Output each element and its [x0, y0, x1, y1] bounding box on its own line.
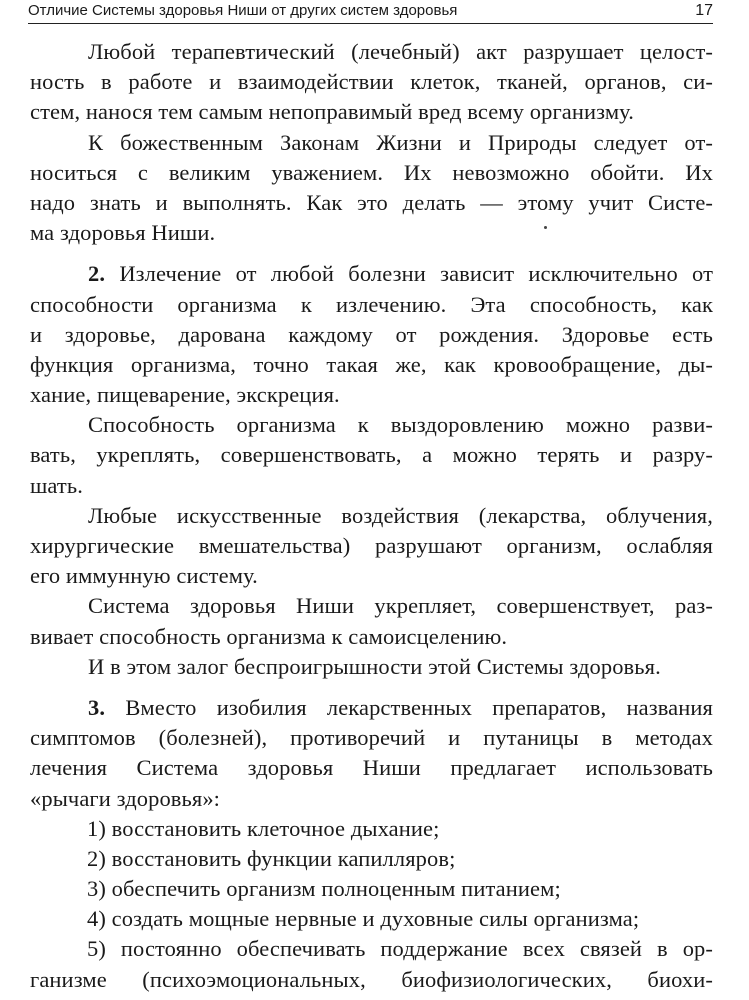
text-line: функция организма, точно такая же, как кровообращение, ды- [30, 351, 713, 377]
text-line: симптомов (болезней), противоречий и путаницы в методах [30, 725, 713, 751]
text-line: его иммунную систему. [30, 563, 258, 589]
page-body [30, 37, 713, 995]
text-line: Любой терапевтический (лечебный) акт разрушает целост- [88, 39, 713, 64]
text-line: «рычаги здоровья»: [30, 785, 221, 811]
chapter-title: Отличие Системы здоровья Ниши от других систем здоровья [28, 2, 458, 19]
list-item: 4) создать мощные нервные и духовные силы организма; [87, 906, 640, 932]
text-line: и здоровье, дарована каждому от рождения. Здоровье есть [30, 321, 713, 347]
list-item: 5) постоянно обеспечивать поддержание всех связей в ор- [87, 936, 713, 962]
section-text: Излечение от любой болезни зависит исключительно от [119, 261, 714, 287]
text-line: ность в работе и взаимодействии клеток, тканей, органов, си- [30, 69, 713, 95]
text-line: И в этом залог беспроигрышности этой Системы здоровья. [88, 653, 661, 679]
text-line: лечения Система здоровья Ниши предлагает использовать [30, 755, 713, 781]
text-line: надо знать и выполнять. Как это делать — этому учит Систе- [30, 189, 713, 215]
section-3-first-line [30, 693, 713, 723]
text-line: шать. [30, 472, 83, 498]
text-line: Система здоровья Ниши укрепляет, совершенствует, раз- [88, 593, 713, 619]
page-number: 17 [695, 2, 713, 19]
section-text: Вместо изобилия лекарственных препаратов, названия [125, 694, 713, 720]
section-number: 2. [88, 261, 106, 287]
text-line: Способность организма к выздоровлению можно разви- [88, 412, 713, 438]
text-line: хание, пищеварение, экскреция. [30, 382, 340, 408]
text-line: Любые искусственные воздействия (лекарства, облучения, [88, 502, 713, 528]
list-item: 3) обеспечить организм полноценным питанием; [87, 876, 561, 902]
running-header [28, 0, 713, 24]
list-item: 2) восстановить функции капилляров; [87, 845, 456, 871]
section-2-first-line [30, 259, 713, 289]
text-line: стем, нанося тем самым непоправимый вред всему организму. [30, 99, 634, 125]
text-line: вать, укреплять, совершенствовать, а можно терять и разру- [30, 442, 713, 468]
text-line: носиться с великим уважением. Их невозможно обойти. Их [30, 159, 713, 185]
section-number: 3. [88, 694, 106, 720]
text-line: К божественным Законам Жизни и Природы следует от- [88, 129, 713, 155]
list-item: 1) восстановить клеточное дыхание; [87, 815, 440, 841]
text-line: способности организма к излечению. Эта способность, как [30, 291, 713, 317]
text-line: вивает способность организма к самоисцелению. [30, 623, 508, 649]
text-line: ма здоровья Ниши. [30, 220, 216, 246]
text-line: ганизме (психоэмоциональных, биофизиологических, биохи- [30, 966, 713, 992]
text-line: хирургические вмешательства) разрушают организм, ослабляя [30, 533, 713, 558]
